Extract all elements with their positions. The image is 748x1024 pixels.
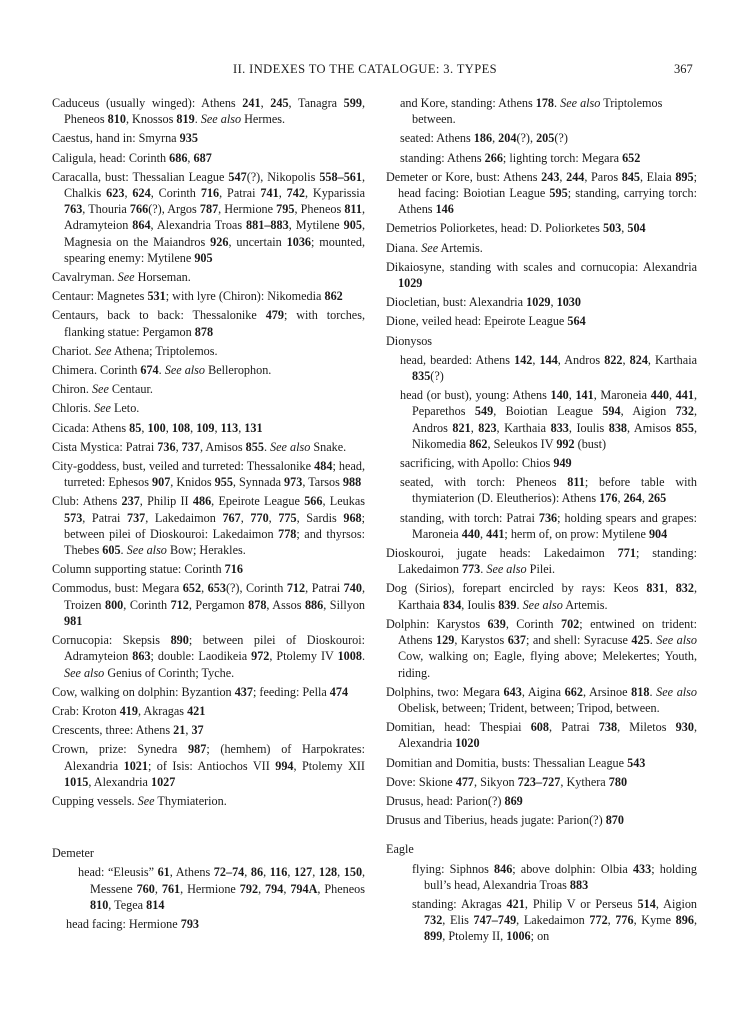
catalogue-number: 972 [251, 649, 270, 664]
catalogue-number: 988 [342, 475, 362, 490]
index-entry: Drusus, head: Parion(?) 869 [386, 793, 523, 808]
catalogue-number: 987 [188, 742, 207, 757]
page-number: 367 [674, 62, 693, 76]
catalogue-number: 935 [179, 131, 198, 146]
index-entry: Caracalla, bust: Thessalian League 547(?), Nikopolis 558–561, Chalkis 623, 624, Corinth 716, Patrai 741, 742, Kyparissia 763, Thouria 766(?), Argos 787, Hermione 795, Pheneos 811, Adramyteion 864, Alexandria Troas 881–883, Mytilene 905, Magnesia on the Maiandros 926, uncertain 1036; mounted, spearing enemy: Mytilene 905 [52, 169, 366, 265]
index-entry: Domitian and Domitia, busts: Thessalian League 543 [386, 755, 646, 770]
index-subentry: and Kore, standing: Athens 178. See also Triptolemos between. [400, 96, 663, 127]
catalogue-number: 949 [553, 456, 572, 471]
cross-reference-label: See [137, 793, 155, 808]
catalogue-number: 981 [64, 613, 83, 628]
catalogue-number: 994 [275, 758, 294, 773]
catalogue-number: 1020 [455, 736, 480, 751]
catalogue-number: 968 [343, 510, 362, 525]
catalogue-number: 85 [129, 420, 142, 435]
index-entry: Eagle [386, 842, 414, 857]
catalogue-number: 479 [265, 308, 284, 323]
catalogue-number: 732 [675, 404, 694, 419]
catalogue-number: 144 [539, 352, 558, 367]
catalogue-number: 780 [608, 774, 628, 789]
index-entry: Dionysos [386, 333, 433, 348]
catalogue-number: 264 [623, 491, 642, 506]
catalogue-number: 265 [647, 491, 667, 506]
catalogue-number: 899 [424, 929, 443, 944]
catalogue-number: 838 [608, 420, 628, 435]
catalogue-number: 772 [589, 913, 608, 928]
cross-reference-label: See also [64, 665, 105, 680]
catalogue-number: 140 [550, 388, 569, 403]
running-title: II. INDEXES TO THE CATALOGUE: 3. TYPES [233, 62, 497, 76]
catalogue-number: 886 [304, 597, 324, 612]
catalogue-number: 775 [278, 510, 297, 525]
catalogue-number: 1029 [526, 295, 551, 310]
catalogue-number: 558–561 [319, 169, 362, 184]
catalogue-number: 637 [507, 633, 526, 648]
catalogue-number: 771 [617, 546, 636, 561]
catalogue-number: 907 [152, 475, 171, 490]
catalogue-number: 835 [412, 369, 431, 384]
catalogue-number: 205 [536, 131, 555, 146]
catalogue-number: 773 [461, 562, 481, 577]
catalogue-number: 129 [436, 633, 455, 648]
catalogue-number: 792 [239, 881, 259, 896]
catalogue-number: 652 [182, 581, 202, 596]
catalogue-number: 832 [675, 581, 694, 596]
index-column-right [386, 95, 697, 948]
catalogue-number: 127 [293, 865, 313, 880]
index-subentry: sacrificing, with Apollo: Chios 949 [400, 456, 572, 471]
catalogue-number: 737 [126, 510, 146, 525]
catalogue-number: 740 [343, 581, 362, 596]
catalogue-number: 433 [632, 861, 652, 876]
catalogue-number: 895 [675, 169, 694, 184]
catalogue-number: 770 [250, 510, 269, 525]
index-entry: Crescents, three: Athens 21, 37 [52, 723, 204, 738]
catalogue-number: 723–727 [517, 774, 561, 789]
index-entry: Diana. See Artemis. [386, 240, 483, 255]
catalogue-number: 141 [575, 388, 594, 403]
catalogue-number: 441 [675, 388, 694, 403]
catalogue-number: 742 [286, 186, 305, 201]
catalogue-number: 547 [228, 169, 247, 184]
catalogue-number: 108 [171, 420, 191, 435]
catalogue-number: 767 [222, 510, 241, 525]
cross-reference-label: See also [200, 112, 242, 127]
section-spacer [52, 812, 365, 845]
catalogue-number: 822 [604, 352, 623, 367]
index-subentry: head (or bust), young: Athens 140, 141, Maroneia 440, 441, Peparethos 549, Boiotian League 594, Aigion 732, Andros 821, 823, Karthaia 833, Ioulis 838, Amisos 855, Nikomedia 862, Seleukos IV 992 (bust) [400, 388, 698, 451]
catalogue-number: 834 [443, 597, 462, 612]
catalogue-number: 131 [244, 420, 263, 435]
catalogue-number: 486 [192, 494, 212, 509]
catalogue-number: 1006 [506, 929, 531, 944]
cross-reference-label: See also [164, 363, 206, 378]
catalogue-number: 846 [494, 861, 513, 876]
cross-reference-label: See [91, 382, 109, 397]
catalogue-number: 176 [599, 491, 618, 506]
catalogue-number: 109 [196, 420, 215, 435]
catalogue-number: 930 [675, 720, 694, 735]
index-entry: Dioskouroi, jugate heads: Lakedaimon 771; standing: Lakedaimon 773. See also Pilei. [386, 546, 697, 577]
catalogue-number: 800 [104, 597, 124, 612]
cross-reference-label: See [421, 240, 439, 255]
catalogue-number: 1008 [337, 649, 362, 664]
index-entry: Crown, prize: Synedra 987; (hemhem) of Harpokrates: Alexandria 1021; of Isis: Antiochos VII 994, Ptolemy XII 1015, Alexandria 1027 [52, 742, 365, 789]
catalogue-number: 905 [343, 218, 362, 233]
catalogue-number: 738 [598, 720, 618, 735]
catalogue-number: 113 [220, 420, 239, 435]
index-entry: Commodus, bust: Megara 652, 653(?), Corinth 712, Patrai 740, Troizen 800, Corinth 712, Pergamon 878, Assos 886, Sillyon 981 [52, 581, 366, 628]
catalogue-number: 716 [224, 562, 243, 577]
index-entry: Cista Mystica: Patrai 736, 737, Amisos 855. See also Snake. [52, 439, 347, 454]
catalogue-number: 441 [486, 526, 505, 541]
catalogue-number: 766 [129, 202, 149, 217]
catalogue-number: 178 [535, 96, 555, 110]
catalogue-number: 814 [146, 897, 165, 912]
index-entry: Chimera. Corinth 674. See also Bellerophon. [52, 363, 272, 378]
catalogue-number: 549 [474, 404, 494, 419]
index-subentry: seated: Athens 186, 204(?), 205(?) [400, 131, 568, 146]
catalogue-number: 737 [181, 439, 200, 454]
catalogue-number: 37 [191, 723, 204, 738]
catalogue-number: 186 [473, 131, 493, 146]
catalogue-number: 819 [176, 112, 195, 127]
catalogue-number: 245 [270, 96, 289, 110]
catalogue-number: 128 [318, 865, 338, 880]
catalogue-number: 72–74 [213, 865, 245, 880]
index-subentry: flying: Siphnos 846; above dolphin: Olbia 433; holding bull’s head, Alexandria Troas 883 [412, 861, 697, 892]
catalogue-number: 594 [602, 404, 621, 419]
catalogue-number: 878 [248, 597, 267, 612]
catalogue-number: 864 [132, 218, 151, 233]
catalogue-number: 662 [564, 684, 583, 699]
index-entry: City-goddess, bust, veiled and turreted: Thessalonike 484; head, turreted: Ephesos 907, Knidos 955, Synnada 973, Tarsos 988 [52, 459, 365, 490]
catalogue-number: 687 [193, 150, 212, 165]
index-entry: Cavalryman. See Horseman. [52, 270, 191, 285]
index-entry: Crab: Kroton 419, Akragas 421 [52, 703, 206, 718]
catalogue-number: 116 [269, 865, 288, 880]
index-entry: Chiron. See Centaur. [52, 382, 153, 397]
index-entry: Demeter [52, 846, 94, 861]
catalogue-number: 419 [119, 703, 138, 718]
index-column-left [52, 95, 365, 935]
catalogue-number: 421 [187, 703, 206, 718]
catalogue-number: 845 [621, 169, 641, 184]
catalogue-number: 818 [631, 684, 650, 699]
catalogue-number: 624 [132, 186, 151, 201]
catalogue-number: 237 [121, 494, 140, 509]
catalogue-number: 244 [566, 169, 585, 184]
catalogue-number: 702 [560, 616, 580, 631]
catalogue-number: 831 [646, 581, 665, 596]
index-entry: Dikaiosyne, standing with scales and cornucopia: Alexandria 1029 [386, 259, 697, 291]
catalogue-number: 1027 [150, 774, 176, 789]
catalogue-number: 653 [207, 581, 226, 596]
catalogue-number: 712 [286, 581, 306, 596]
index-entry: Dolphin: Karystos 639, Corinth 702; entwined on trident: Athens 129, Karystos 637; and shell: Syracuse 425. See also Cow, walking on; Eagle, flying above; Melekertes; Youth, riding. [386, 616, 698, 680]
catalogue-number: 787 [199, 202, 219, 217]
index-entry: Caduceus (usually winged): Athens 241, 245, Tanagra 599, Pheneos 810, Knossos 819. See also Hermes. [52, 96, 365, 127]
catalogue-number: 736 [157, 439, 176, 454]
catalogue-number: 732 [424, 913, 443, 928]
index-entry: Demeter or Kore, bust: Athens 243, 244, Paros 845, Elaia 895; head facing: Boiotian League 595; standing, carrying torch: Athens 146 [386, 169, 697, 217]
cross-reference-label: See also [522, 597, 563, 612]
catalogue-number: 839 [498, 597, 517, 612]
catalogue-number: 142 [514, 352, 533, 367]
catalogue-number: 1036 [286, 234, 312, 249]
catalogue-number: 503 [602, 221, 622, 236]
catalogue-number: 514 [637, 896, 656, 911]
catalogue-number: 821 [452, 420, 471, 435]
index-subentry: standing: Athens 266; lighting torch: Megara 652 [400, 150, 641, 165]
catalogue-number: 763 [64, 202, 83, 217]
catalogue-number: 761 [161, 881, 181, 896]
index-entry: Cow, walking on dolphin: Byzantion 437; feeding: Pella 474 [52, 684, 349, 699]
index-entry: Column supporting statue: Corinth 716 [52, 562, 243, 577]
catalogue-number: 736 [538, 510, 558, 525]
index-entry: Dove: Skione 477, Sikyon 723–727, Kythera 780 [386, 774, 628, 789]
cross-reference-label: See also [486, 562, 527, 577]
catalogue-number: 421 [506, 896, 525, 911]
catalogue-number: 904 [648, 526, 668, 541]
catalogue-number: 241 [242, 96, 261, 110]
catalogue-number: 474 [329, 684, 349, 699]
catalogue-number: 741 [260, 186, 279, 201]
index-entry: Dolphins, two: Megara 643, Aigina 662, Arsinoe 818. See also Obelisk, between; Trident, between; Tripod, between. [386, 684, 698, 715]
index-subentry: head, bearded: Athens 142, 144, Andros 822, 824, Karthaia 835(?) [400, 352, 697, 384]
catalogue-number: 795 [276, 202, 295, 217]
section-spacer [386, 831, 697, 841]
index-entry: Domitian, head: Thespiai 608, Patrai 738, Miletos 930, Alexandria 1020 [386, 720, 697, 751]
catalogue-number: 883 [569, 877, 589, 892]
catalogue-number: 926 [210, 234, 229, 249]
index-entry: Club: Athens 237, Philip II 486, Epeirote League 566, Leukas 573, Patrai 737, Lakedaimon 767, 770, 775, Sardis 968; between pilei of Dioskouroi: Lakedaimon 778; and thyrsos: Thebes 605. See also Bow; Herakles. [52, 494, 366, 558]
index-entry: Demetrios Poliorketes, head: D. Poliorketes 503, 504 [386, 221, 646, 236]
catalogue-number: 1015 [64, 774, 89, 789]
catalogue-number: 484 [314, 459, 333, 474]
catalogue-number: 573 [64, 510, 83, 525]
index-entry: Centaurs, back to back: Thessalonike 479; with torches, flanking statue: Pergamon 878 [52, 308, 365, 339]
cross-reference-label: See [117, 270, 135, 285]
cross-reference-label: See also [270, 439, 311, 454]
index-entry: Cupping vessels. See Thymiaterion. [52, 793, 227, 808]
index-entry: Chariot. See Athena; Triptolemos. [52, 343, 218, 358]
cross-reference-label: See [93, 401, 111, 416]
catalogue-number: 623 [106, 186, 125, 201]
catalogue-number: 778 [278, 526, 297, 541]
catalogue-number: 437 [234, 684, 253, 699]
catalogue-number: 794A [290, 881, 318, 896]
catalogue-number: 794 [265, 881, 284, 896]
catalogue-number: 855 [675, 420, 694, 435]
index-subentry: seated, with torch: Pheneos 811; before table with thymiaterion (D. Eleutherios): Athens 176, 264, 265 [400, 475, 697, 506]
index-entry: Cicada: Athens 85, 100, 108, 109, 113, 131 [52, 420, 263, 435]
catalogue-number: 863 [132, 649, 151, 664]
catalogue-number: 810 [107, 112, 126, 127]
catalogue-number: 477 [455, 774, 475, 789]
catalogue-number: 973 [284, 475, 303, 490]
catalogue-number: 686 [169, 150, 188, 165]
catalogue-number: 86 [250, 865, 264, 880]
catalogue-number: 833 [550, 420, 569, 435]
catalogue-number: 531 [147, 289, 166, 304]
catalogue-number: 823 [478, 420, 497, 435]
catalogue-number: 862 [324, 289, 343, 304]
index-subentry: standing: Akragas 421, Philip V or Perseus 514, Aigion 732, Elis 747–749, Lakedaimon 772, 776, Kyme 896, 899, Ptolemy II, 1006; on [412, 896, 698, 944]
catalogue-number: 504 [627, 221, 646, 236]
catalogue-number: 543 [627, 755, 646, 770]
index-entry: Caestus, hand in: Smyrna 935 [52, 131, 198, 146]
index-entry: Dione, veiled head: Epeirote League 564 [386, 314, 586, 329]
catalogue-number: 1030 [556, 295, 581, 310]
index-subentry: head: “Eleusis” 61, Athens 72–74, 86, 116, 127, 128, 150, Messene 760, 761, Hermione 792, 794, 794A, Pheneos 810, Tegea 814 [78, 865, 366, 912]
catalogue-number: 992 [556, 436, 575, 451]
catalogue-number: 870 [605, 813, 624, 828]
cross-reference-label: See also [126, 543, 167, 558]
catalogue-number: 652 [622, 150, 641, 165]
index-entry: Chloris. See Leto. [52, 401, 140, 416]
index-entry: Drusus and Tiberius, heads jugate: Parion(?) 870 [386, 813, 624, 828]
catalogue-number: 760 [136, 881, 155, 896]
catalogue-number: 21 [173, 723, 186, 738]
cross-reference-label: See also [560, 96, 601, 110]
catalogue-number: 146 [435, 202, 454, 217]
catalogue-number: 1029 [398, 276, 423, 291]
index-entry: Diocletian, bust: Alexandria 1029, 1030 [386, 295, 581, 310]
catalogue-number: 566 [304, 494, 323, 509]
cross-reference-label: See [94, 343, 112, 358]
catalogue-number: 793 [180, 916, 199, 931]
catalogue-number: 605 [102, 543, 121, 558]
index-subentry: standing, with torch: Patrai 736; holding spears and grapes: Maroneia 440, 441; herm of, on prow: Mytilene 904 [400, 510, 697, 541]
catalogue-number: 810 [90, 897, 109, 912]
catalogue-number: 674 [140, 363, 159, 378]
catalogue-number: 955 [214, 475, 233, 490]
catalogue-number: 1021 [123, 758, 148, 773]
catalogue-number: 869 [504, 793, 523, 808]
catalogue-number: 608 [530, 720, 549, 735]
catalogue-number: 896 [675, 913, 694, 928]
index-entry: Cornucopia: Skepsis 890; between pilei of Dioskouroi: Adramyteion 863; double: Laodikeia 972, Ptolemy IV 1008. See also Genius of Corinth; Tyche. [52, 633, 365, 680]
catalogue-number: 776 [615, 913, 634, 928]
catalogue-number: 855 [245, 439, 264, 454]
index-entry: Dog (Sirios), forepart encircled by rays: Keos 831, 832, Karthaia 834, Ioulis 839. See also Artemis. [386, 581, 698, 612]
catalogue-number: 266 [484, 150, 503, 165]
catalogue-number: 150 [343, 865, 363, 880]
catalogue-number: 890 [170, 633, 189, 648]
catalogue-number: 747–749 [473, 913, 517, 928]
catalogue-number: 243 [541, 169, 560, 184]
index-subentry: head facing: Hermione 793 [66, 916, 199, 931]
catalogue-number: 824 [629, 352, 648, 367]
index-entry: Caligula, head: Corinth 686, 687 [52, 150, 212, 165]
catalogue-number: 440 [461, 526, 481, 541]
catalogue-number: 811 [567, 475, 585, 490]
catalogue-number: 712 [170, 597, 189, 612]
catalogue-number: 425 [631, 633, 650, 648]
running-header [0, 62, 748, 82]
index-entry: Centaur: Magnetes 531; with lyre (Chiron): Nikomedia 862 [52, 289, 343, 304]
catalogue-number: 878 [194, 324, 214, 339]
catalogue-number: 595 [549, 186, 568, 201]
catalogue-number: 61 [157, 865, 170, 880]
catalogue-number: 881–883 [246, 218, 289, 233]
catalogue-number: 811 [344, 202, 362, 217]
catalogue-number: 599 [343, 96, 362, 110]
catalogue-number: 862 [469, 436, 488, 451]
catalogue-number: 905 [194, 250, 213, 265]
catalogue-number: 100 [147, 420, 166, 435]
cross-reference-label: See also [656, 633, 698, 648]
catalogue-number: 564 [567, 314, 586, 329]
catalogue-number: 639 [487, 616, 506, 631]
catalogue-number: 204 [498, 131, 517, 146]
catalogue-number: 643 [503, 684, 522, 699]
cross-reference-label: See also [656, 684, 698, 699]
catalogue-number: 716 [200, 186, 220, 201]
catalogue-number: 440 [650, 388, 669, 403]
